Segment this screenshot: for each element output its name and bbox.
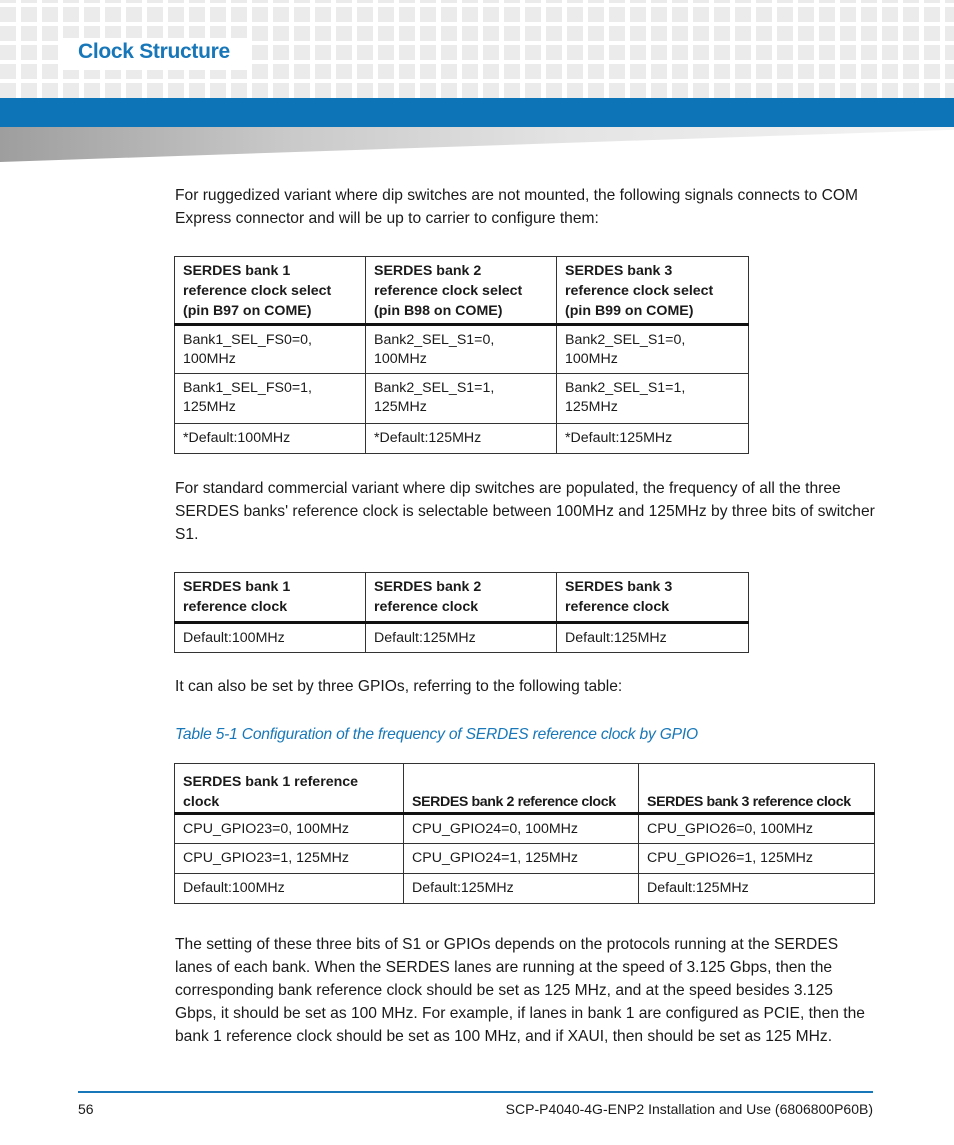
table-cell: Default:100MHz bbox=[175, 874, 404, 904]
table-cell: Bank2_SEL_S1=1, 125MHz bbox=[557, 374, 749, 424]
commercial-clock-table bbox=[174, 572, 749, 653]
table-cell: Bank1_SEL_FS0=0, 100MHz bbox=[175, 325, 366, 374]
table-cell: Bank2_SEL_S1=1, 125MHz bbox=[366, 374, 557, 424]
table-header-cell: SERDES bank 3 reference clock bbox=[639, 764, 875, 814]
table-header-cell: SERDES bank 1 reference clock select (pin B97 on COME) bbox=[175, 257, 366, 325]
table-row bbox=[175, 325, 749, 374]
table-header-cell: SERDES bank 3 reference clock select (pin B99 on COME) bbox=[557, 257, 749, 325]
table-cell: *Default:125MHz bbox=[366, 424, 557, 454]
table-cell: CPU_GPIO24=0, 100MHz bbox=[404, 814, 639, 844]
closing-paragraph: The setting of these three bits of S1 or GPIOs depends on the protocols running at the SERDES lanes of each bank. When the SERDES lanes are running at the speed of 3.125 Gbps, then the corresponding bank reference clock should be set as 125 MHz, and at the speed besides 3.125 Gbps, it should be set as 100 MHz. For example, if lanes in bank 1 are configured as PCIE, then the bank 1 reference clock should be set as 100 MHz, and if XAUI, then should be set as 125 MHz. bbox=[175, 936, 865, 1045]
intro-paragraph: For ruggedized variant where dip switches are not mounted, the following signals connects to COM Express connector and will be up to carrier to configure them: bbox=[175, 187, 859, 227]
table-header-cell: SERDES bank 1 reference clock bbox=[175, 573, 366, 623]
table-cell: CPU_GPIO23=0, 100MHz bbox=[175, 814, 404, 844]
table-header-cell: SERDES bank 3 reference clock bbox=[557, 573, 749, 623]
table-header-cell: SERDES bank 2 reference clock bbox=[366, 573, 557, 623]
table-cell: Bank2_SEL_S1=0, 100MHz bbox=[557, 325, 749, 374]
table-header-cell: SERDES bank 2 reference clock bbox=[404, 764, 639, 814]
table-row bbox=[175, 874, 875, 904]
ruggedized-clock-select-table bbox=[174, 256, 749, 454]
header-grey-wedge bbox=[0, 127, 954, 162]
table-cell: Default:125MHz bbox=[366, 623, 557, 653]
table-cell: CPU_GPIO23=1, 125MHz bbox=[175, 844, 404, 874]
table-cell: CPU_GPIO24=1, 125MHz bbox=[404, 844, 639, 874]
gpio-paragraph: It can also be set by three GPIOs, referring to the following table: bbox=[175, 678, 623, 695]
table-cell: Bank2_SEL_S1=0, 100MHz bbox=[366, 325, 557, 374]
table-cell: Default:125MHz bbox=[404, 874, 639, 904]
table-row bbox=[175, 814, 875, 844]
table-row bbox=[175, 374, 749, 424]
table-row bbox=[175, 844, 875, 874]
footer-divider bbox=[78, 1091, 873, 1093]
table-cell: Default:125MHz bbox=[557, 623, 749, 653]
table-header-row bbox=[175, 764, 875, 814]
table-cell: Default:125MHz bbox=[639, 874, 875, 904]
table-cell: CPU_GPIO26=1, 125MHz bbox=[639, 844, 875, 874]
table-cell: Bank1_SEL_FS0=1, 125MHz bbox=[175, 374, 366, 424]
table-cell: *Default:100MHz bbox=[175, 424, 366, 454]
table-cell: CPU_GPIO26=0, 100MHz bbox=[639, 814, 875, 844]
header-blue-bar bbox=[0, 98, 954, 127]
table-header-row bbox=[175, 257, 749, 325]
gpio-clock-table bbox=[174, 763, 875, 904]
document-reference: SCP-P4040-4G-ENP2 Installation and Use (6806800P60B) bbox=[505, 1101, 873, 1117]
table-row bbox=[175, 623, 749, 653]
commercial-paragraph: For standard commercial variant where dip switches are populated, the frequency of all the three SERDES banks' reference clock is selectable between 100MHz and 125MHz by three bits of switcher S1. bbox=[175, 480, 875, 543]
page-title: Clock Structure bbox=[78, 40, 230, 63]
table-header-cell: SERDES bank 2 reference clock select (pin B98 on COME) bbox=[366, 257, 557, 325]
table-row bbox=[175, 424, 749, 454]
page-number: 56 bbox=[78, 1101, 94, 1117]
table-cell: *Default:125MHz bbox=[557, 424, 749, 454]
table-header-cell: SERDES bank 1 reference clock bbox=[175, 764, 404, 814]
table-header-row bbox=[175, 573, 749, 623]
table-cell: Default:100MHz bbox=[175, 623, 366, 653]
table-caption: Table 5-1 Configuration of the frequency of SERDES reference clock by GPIO bbox=[175, 726, 698, 743]
